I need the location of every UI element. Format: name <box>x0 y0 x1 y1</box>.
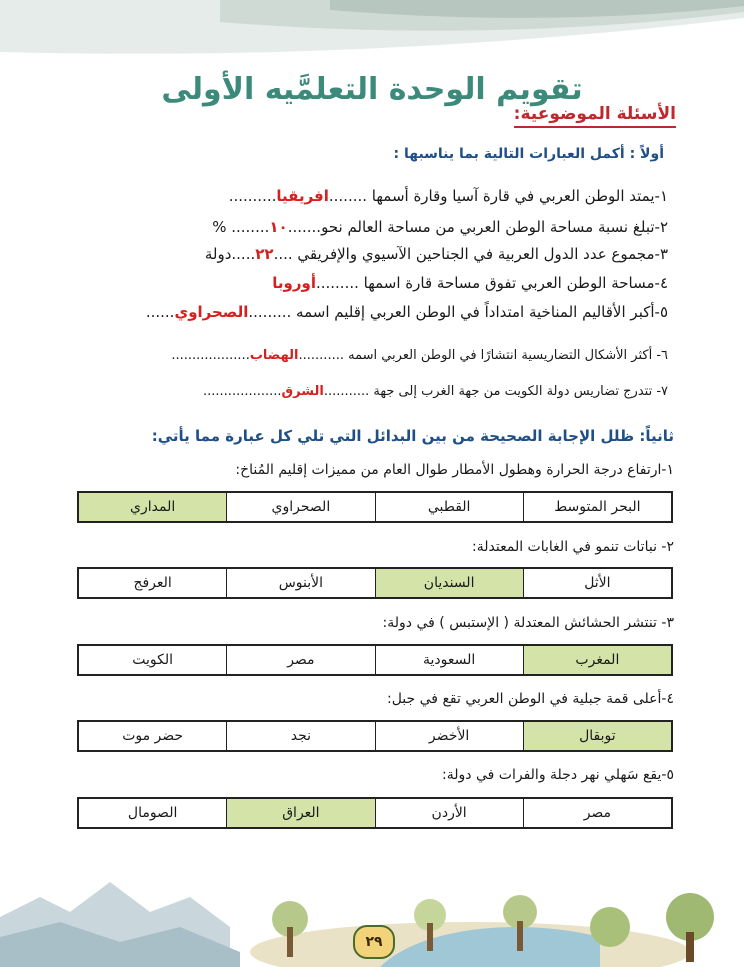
mcq-option[interactable]: السنديان <box>375 569 523 597</box>
answer-text: الصحراوي <box>174 303 249 321</box>
fill-item-2: ٢-تبلغ نسبة مساحة الوطن العربي من مساحة العالم نحو.......١٠........ % <box>212 218 668 236</box>
fill-item-7: ٧- تتدرج تضاريس دولة الكويت من جهة الغرب إلى جهة ...........الشرق................... <box>203 384 668 399</box>
page-title: تقويم الوحدة التعلمَّيه الأولى <box>161 72 583 107</box>
mcq-options-4 <box>77 720 673 752</box>
fill-item-5: ٥-أكبر الأقاليم المناخية امتداداً في الوطن العربي إقليم اسمه .........الصحراوي...... <box>145 303 668 321</box>
mcq-option[interactable]: الأردن <box>375 799 523 827</box>
mcq-options-5 <box>77 797 673 829</box>
answer-text: أوروبا <box>272 274 316 292</box>
mcq-option[interactable]: البحر المتوسط <box>523 493 671 521</box>
answer-text: افريقيا <box>276 187 329 205</box>
objective-questions-subtitle: الأسئلة الموضوعية: <box>514 104 676 128</box>
mcq-question-1: ١-ارتفاع درجة الحرارة وهطول الأمطار طوال العام من مميزات إقليم المُناخ: <box>235 462 674 478</box>
fill-item-6: ٦- أكثر الأشكال التضاريسية انتشارًا في الوطن العربي اسمه ...........الهضاب................... <box>171 348 668 363</box>
mcq-option[interactable]: المداري <box>79 493 226 521</box>
fill-item-4: ٤-مساحة الوطن العربي تفوق مساحة قارة اسمها .........أوروبا <box>272 274 668 292</box>
mcq-options-3 <box>77 644 673 676</box>
mcq-question-2: ٢- نباتات تنمو في الغابات المعتدلة: <box>472 539 674 555</box>
mcq-option[interactable]: توبقال <box>523 722 671 750</box>
page-number-badge: ٢٩ <box>353 925 395 959</box>
fill-item-1: ١-يمتد الوطن العربي في قارة آسيا وقارة أسمها ........افريقيا.......... <box>228 187 668 205</box>
mcq-question-4: ٤-أعلى قمة جبلية في الوطن العربي تقع في جبل: <box>386 691 674 707</box>
section1-heading: أولاً : أكمل العبارات التالية بما يناسبها : <box>393 146 664 162</box>
mcq-option[interactable]: مصر <box>226 646 374 674</box>
fill-item-3: ٣-مجموع عدد الدول العربية في الجناحين الآسيوي والإفريقي ....٢٢.....دولة <box>204 245 668 263</box>
mcq-option[interactable]: الأبنوس <box>226 569 374 597</box>
answer-text: الشرق <box>281 384 324 399</box>
mcq-question-5: ٥-يقع سَهلي نهر دجلة والفرات في دولة: <box>442 767 674 783</box>
answer-text: ٢٢ <box>255 245 274 263</box>
answer-text: الهضاب <box>249 348 299 363</box>
mcq-option[interactable]: العرفج <box>79 569 226 597</box>
top-banner-decoration <box>0 0 744 70</box>
mcq-question-3: ٣- تنتشر الحشائش المعتدلة ( الإستبس ) في دولة: <box>382 615 674 631</box>
mcq-option[interactable]: الأخضر <box>375 722 523 750</box>
mcq-option[interactable]: الصحراوي <box>226 493 374 521</box>
mcq-option[interactable]: نجد <box>226 722 374 750</box>
mcq-option[interactable]: المغرب <box>523 646 671 674</box>
mcq-option[interactable]: الأثل <box>523 569 671 597</box>
mcq-option[interactable]: القطبي <box>375 493 523 521</box>
answer-text: ١٠ <box>269 218 288 236</box>
mcq-option[interactable]: الصومال <box>79 799 226 827</box>
mcq-option[interactable]: حضر موت <box>79 722 226 750</box>
section2-heading: ثانياً: ظلل الإجابة الصحيحة من بين البدائل التي تلي كل عبارة مما يأتي: <box>151 427 674 445</box>
mcq-option[interactable]: العراق <box>226 799 374 827</box>
mcq-options-2 <box>77 567 673 599</box>
mcq-option[interactable]: السعودية <box>375 646 523 674</box>
mcq-options-1 <box>77 491 673 523</box>
mcq-option[interactable]: الكويت <box>79 646 226 674</box>
mcq-option[interactable]: مصر <box>523 799 671 827</box>
